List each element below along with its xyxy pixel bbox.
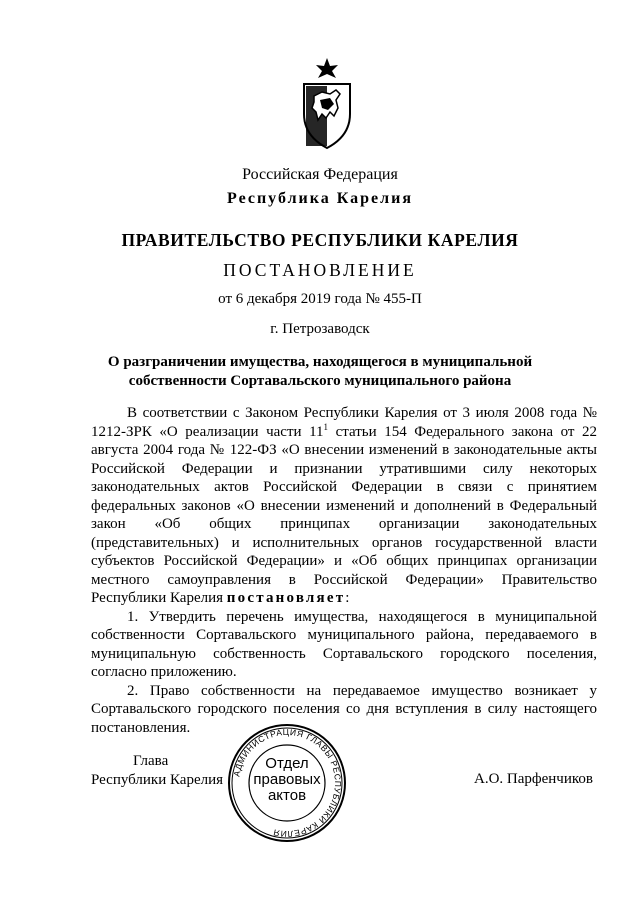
body-paragraph-2: 2. Право собственности на передаваемое имущество возникает у Сортавальского городского поселения со дня вступления в силу настоящего постановления.: [91, 682, 597, 736]
government-heading: ПРАВИТЕЛЬСТВО РЕСПУБЛИКИ КАРЕЛИЯ: [121, 230, 519, 250]
document-title: [0, 353, 640, 391]
preamble-text-b: статьи 154 Федерального закона от 22 августа 2004 года № 122-ФЗ «О внесении изменений в законодательные акты Российской Федерации и признании утратившими силу некоторых законодательных актов Российской Федерации в связи с принятием федеральных законов «О внесении изменений и дополнений в Федеральный закон «Об общих принципах организации законодательных (представительных) и исполнительных органов государственной власти субъектов Российской Федерации» и «Об общих принципах организации местного самоуправления в Российской Федерации» Правительство Республики Карелия: [91, 423, 597, 606]
document-body: [91, 404, 597, 737]
republic-heading: Республика Карелия: [227, 190, 413, 207]
preamble-superscript: 1: [323, 421, 329, 432]
signatory-position: [91, 752, 223, 790]
document-city: г. Петрозаводск: [270, 321, 370, 337]
stamp-line-1: Отдел: [265, 755, 309, 772]
stamp-line-3: актов: [267, 787, 307, 804]
stamp-ring-text: АДМИНИСТРАЦИЯ ГЛАВЫ РЕСПУБЛИКИ КАРЕЛИЯ: [231, 726, 344, 840]
body-paragraph-preamble: [91, 404, 597, 608]
preamble-text-a: В соответствии с Законом Республики Карелия от 3 июля 2008 года № 1212-ЗРК «О реализации части 11: [91, 405, 597, 440]
title-line-2: собственности Сортавальского муниципального района: [128, 373, 512, 389]
preamble-end: :: [345, 590, 350, 606]
stamp-center: [226, 756, 348, 804]
signatory-name: А.О. Парфенчиков: [474, 771, 593, 787]
document-type: ПОСТАНОВЛЕНИЕ: [223, 260, 417, 280]
preamble-decree-word: постановляет: [226, 590, 346, 606]
title-line-1: О разграничении имущества, находящегося в муниципальной: [107, 354, 533, 370]
country-heading: Российская Федерация: [242, 166, 398, 183]
document-date: от 6 декабря 2019 года № 455-П: [218, 291, 422, 307]
signatory-position-line-2: Республики Карелия: [91, 772, 224, 788]
body-paragraph-1: 1. Утвердить перечень имущества, находящегося в муниципальной собственности Сортавальского муниципального района, передаваемого в муниципальную собственность Сортавальского городского поселения, согласно приложению.: [91, 608, 597, 680]
coat-of-arms-icon: [300, 56, 354, 152]
signatory-position-line-1: Глава: [133, 753, 169, 769]
stamp-line-2: правовых: [253, 771, 321, 788]
